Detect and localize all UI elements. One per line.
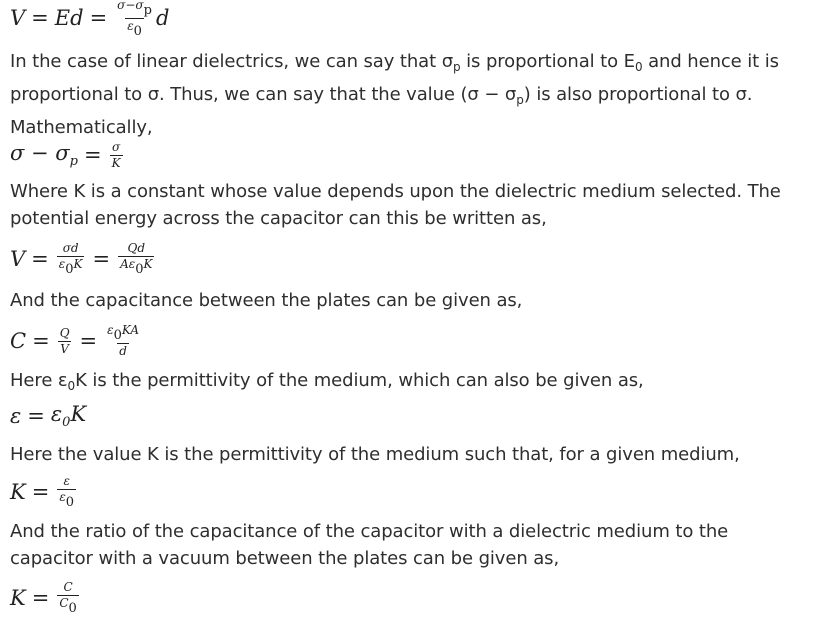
equation-capacitance-ratio: K = $\frac{C}{C_0}$ (10, 580, 77, 616)
eq1-tail: d (155, 6, 170, 30)
equation-permittivity: ε = $\varepsilon_0K$ (10, 402, 87, 430)
paragraph-constant-k: Where K is a constant whose value depends upon the dielectric medium selected. The potential energy across the capacitor can this be written as, (10, 181, 781, 229)
equals-sign: = (92, 247, 111, 271)
eq1-lhs: V (10, 6, 26, 30)
eq3-fraction-2: $\frac{Qd}{A\varepsilon_0K}$ (120, 241, 153, 277)
eq6-fraction: $\frac{\varepsilon}{\varepsilon_0}$ (59, 474, 75, 510)
eq7-fraction: $\frac{C}{C_0}$ (59, 580, 77, 616)
equals-sign: = (79, 329, 98, 353)
equals-sign: = (83, 143, 102, 167)
paragraph-capacitance-ratio: And the ratio of the capacitance of the capacitor with a dielectric medium to the capacitor with a vacuum between the plates can be given as, (10, 521, 729, 569)
equation-sigma-difference: $\sigma - \sigma_p$ = $\frac{\sigma}{K}$ (10, 139, 121, 170)
eq4-fraction-1: $\frac{Q}{V}$ (59, 325, 70, 356)
equals-sign: = (31, 586, 50, 610)
equals-sign: = (31, 480, 50, 504)
equals-sign: = (27, 404, 45, 428)
equals-sign: = (31, 6, 49, 30)
eq2-fraction: $\frac{\sigma}{K}$ (111, 139, 121, 170)
equation-capacitance: C = $\frac{Q}{V}$ = $\frac{\varepsilon_0KA}{d}$ (10, 323, 140, 358)
paragraph-permittivity: Here $\varepsilon_0K$ is the permittivity of the medium, which can also be given as, (10, 370, 644, 393)
equation-potential (10, 0, 170, 39)
paragraph-k-value: Here the value K is the permittivity of the medium such that, for a given medium, (10, 444, 740, 465)
eq3-fraction-1: $\frac{\sigma d}{\varepsilon_0K}$ (58, 241, 83, 277)
eq1-mid: Ed (54, 6, 84, 30)
paragraph-linear-dielectrics: In the case of linear dielectrics, we can say that $\sigma_p$ is proportional to $E_0$ and hence it is proportional to σ. Thus, we can say that the value $(\sigma - \sigma_p)$ is also proportional to σ. Mathematically, (10, 51, 779, 138)
equals-sign: = (32, 329, 50, 353)
paragraph-capacitance-intro: And the capacitance between the plates can be given as, (10, 290, 523, 311)
equals-sign: = (31, 247, 49, 271)
equation-potential-dielectric: V = $\frac{\sigma d}{\varepsilon_0K}$ = $\frac{Qd}{A\varepsilon_0K}$ (10, 241, 153, 277)
equals-sign: = (89, 6, 108, 30)
eq1-fraction: $\frac{\sigma-\sigma_p}{\varepsilon_0}$ (117, 0, 152, 39)
eq4-fraction-2: $\frac{\varepsilon_0KA}{d}$ (107, 323, 140, 358)
equation-k-ratio: K = $\frac{\varepsilon}{\varepsilon_0}$ (10, 474, 75, 510)
